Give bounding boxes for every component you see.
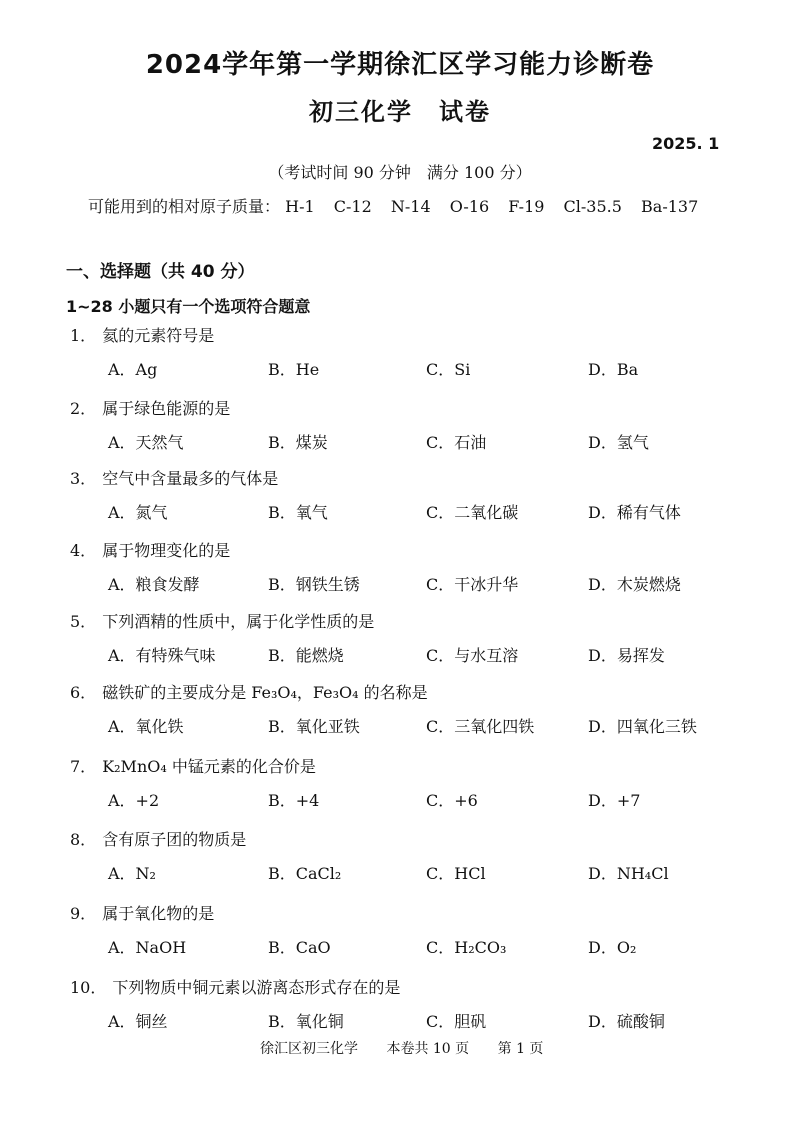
answer-option: B．煤炭 (268, 433, 328, 452)
question-text: K₂MnO₄ 中锰元素的化合价是 (102, 757, 316, 776)
atomic-mass-item: Ba-137 (641, 197, 699, 216)
answer-option: B．氧气 (268, 503, 328, 522)
question-text: 含有原子团的物质是 (102, 830, 247, 849)
atomic-mass-item: O-16 (449, 197, 490, 216)
question-stem (70, 827, 246, 850)
question-stem (70, 323, 214, 346)
question-number: 3． (70, 469, 97, 488)
answer-option: C．干冰升华 (426, 575, 519, 594)
question-item (0, 609, 800, 681)
question-stem (70, 680, 428, 703)
question-text: 属于物理变化的是 (102, 541, 231, 560)
answer-option: C．HCl (426, 864, 486, 883)
question-item (0, 396, 800, 468)
question-number: 7． (70, 757, 97, 776)
question-number: 5． (70, 612, 97, 631)
atomic-mass-item: H-1 (285, 197, 315, 216)
answer-option: A．天然气 (108, 433, 184, 452)
answer-option: B．氧化亚铁 (268, 717, 360, 736)
answer-option: A．NaOH (108, 938, 187, 957)
exam-info: （考试时间 90 分钟 满分 100 分） (268, 163, 532, 182)
question-number: 8． (70, 830, 97, 849)
answer-option: D．稀有气体 (588, 503, 681, 522)
answer-option: A．N₂ (108, 864, 156, 883)
answer-option: D．易挥发 (588, 646, 665, 665)
question-number: 1． (70, 326, 97, 345)
answer-option: D．NH₄Cl (588, 864, 669, 883)
answer-option: B．He (268, 360, 320, 379)
answer-option: B．CaCl₂ (268, 864, 342, 883)
answer-option: B．+4 (268, 791, 320, 810)
footer-page-number: 第 1 页 (497, 1041, 544, 1057)
answer-option: C．三氧化四铁 (426, 717, 535, 736)
answer-option: C．胆矾 (426, 1012, 487, 1031)
question-text: 氦的元素符号是 (102, 326, 215, 345)
answer-option: B．钢铁生锈 (268, 575, 360, 594)
page-subtitle (0, 92, 800, 127)
question-item (0, 323, 800, 395)
question-item (0, 754, 800, 826)
question-stem (70, 901, 214, 924)
answer-option: A．氮气 (108, 503, 168, 522)
question-text: 属于氧化物的是 (102, 904, 215, 923)
question-stem (70, 609, 374, 632)
question-stem (70, 975, 400, 998)
answer-option: A．Ag (108, 360, 158, 379)
question-number: 9． (70, 904, 97, 923)
question-number: 4． (70, 541, 97, 560)
answer-option: B．CaO (268, 938, 331, 957)
answer-option: B．能燃烧 (268, 646, 344, 665)
section-title: 一、选择题（共 40 分） (66, 262, 255, 282)
section-instruction: 1~28 小题只有一个选项符合题意 (66, 297, 311, 316)
atomic-masses (88, 194, 712, 217)
question-item (0, 680, 800, 752)
question-number: 10． (70, 978, 107, 997)
question-item (0, 538, 800, 610)
atomic-mass-item: N-14 (390, 197, 431, 216)
question-text: 下列酒精的性质中，属于化学性质的是 (102, 612, 375, 631)
answer-option: A．有特殊气味 (108, 646, 216, 665)
answer-option: D．氢气 (588, 433, 649, 452)
question-text: 磁铁矿的主要成分是 Fe₃O₄，Fe₃O₄ 的名称是 (102, 683, 428, 702)
question-text: 下列物质中铜元素以游离态形式存在的是 (112, 978, 401, 997)
question-number: 2． (70, 399, 97, 418)
question-stem (70, 754, 316, 777)
answer-option: D．Ba (588, 360, 639, 379)
answer-option: D．硫酸铜 (588, 1012, 665, 1031)
question-item (0, 975, 800, 1047)
question-item (0, 901, 800, 973)
answer-option: D．四氧化三铁 (588, 717, 697, 736)
footer-subject: 徐汇区初三化学 (260, 1041, 358, 1057)
question-stem (70, 466, 278, 489)
answer-option: C．+6 (426, 791, 478, 810)
answer-option: C．H₂CO₃ (426, 938, 507, 957)
page-footer (260, 1038, 567, 1058)
answer-option: D．O₂ (588, 938, 637, 957)
question-number: 6． (70, 683, 97, 702)
atomic-mass-item: F-19 (508, 197, 545, 216)
question-text: 属于绿色能源的是 (102, 399, 231, 418)
page-title: 2024学年第一学期徐汇区学习能力诊断卷 (145, 50, 655, 80)
exam-date: 2025. 1 (652, 134, 720, 153)
answer-option: A．氧化铁 (108, 717, 184, 736)
question-item (0, 827, 800, 899)
footer-total-pages: 本卷共 10 页 (386, 1041, 470, 1057)
atomic-mass-item: C-12 (333, 197, 372, 216)
question-item (0, 466, 800, 538)
answer-option: C．Si (426, 360, 471, 379)
question-text: 空气中含量最多的气体是 (102, 469, 279, 488)
subtitle-subject: 初三化学 (309, 98, 413, 126)
subtitle-paper: 试卷 (439, 98, 491, 126)
answer-option: D．木炭燃烧 (588, 575, 681, 594)
answer-option: C．石油 (426, 433, 487, 452)
atomic-masses-label: 可能用到的相对原子质量： (88, 197, 281, 216)
answer-option: D．+7 (588, 791, 641, 810)
answer-option: C．二氧化碳 (426, 503, 519, 522)
answer-option: A．+2 (108, 791, 160, 810)
answer-option: B．氧化铜 (268, 1012, 344, 1031)
question-stem (70, 396, 230, 419)
question-stem (70, 538, 230, 561)
answer-option: A．铜丝 (108, 1012, 168, 1031)
atomic-mass-item: Cl-35.5 (563, 197, 622, 216)
answer-option: A．粮食发酵 (108, 575, 200, 594)
answer-option: C．与水互溶 (426, 646, 519, 665)
